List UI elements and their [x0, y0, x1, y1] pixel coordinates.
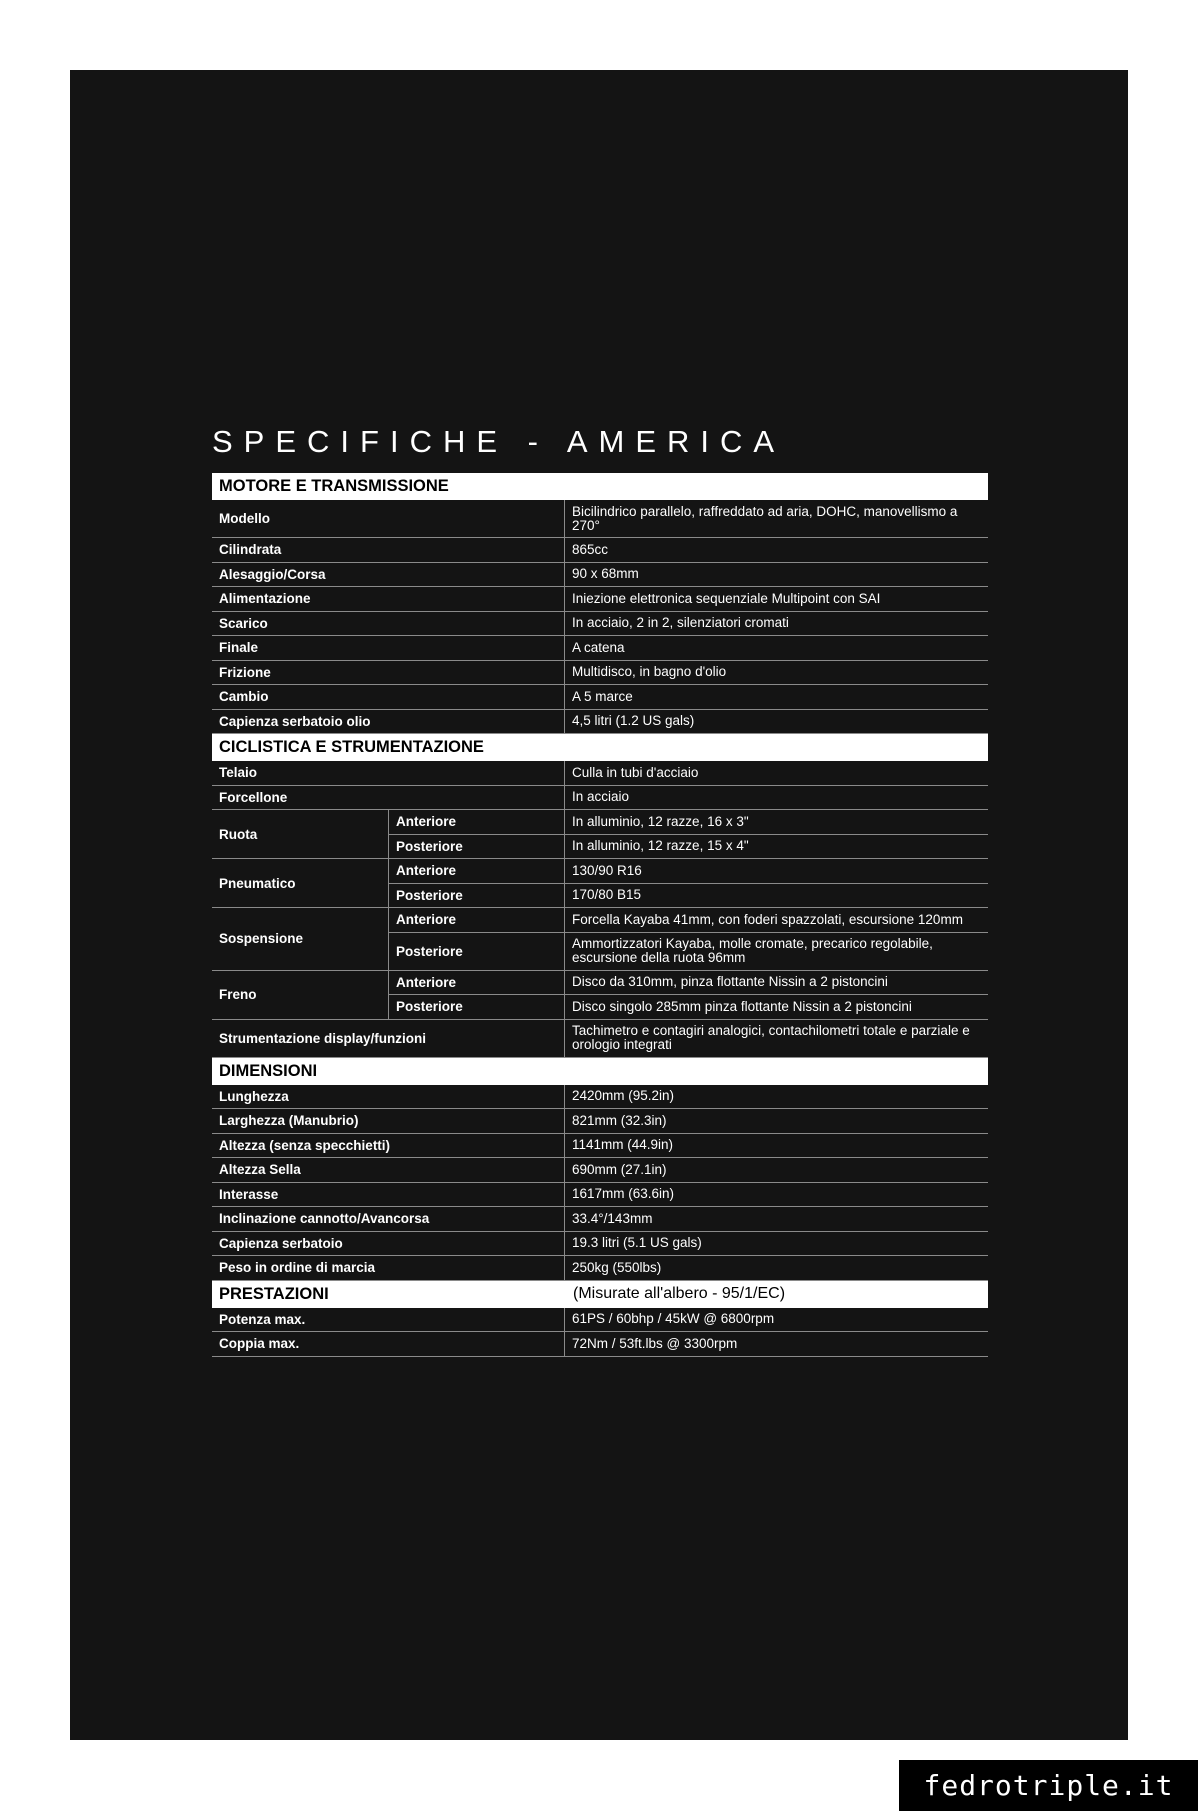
table-subrow — [389, 859, 988, 884]
row-label: Scarico — [212, 612, 565, 636]
table-row — [212, 1256, 988, 1281]
row-value: Bicilindrico parallelo, raffreddato ad aria, DOHC, manovellismo a 270° — [572, 503, 958, 533]
row-value: Forcella Kayaba 41mm, con foderi spazzolati, escursione 120mm — [572, 911, 963, 927]
section-title: DIMENSIONI — [219, 1061, 318, 1080]
row-value: Ammortizzatori Kayaba, molle cromate, precarico regolabile, escursione della ruota 96mm — [572, 936, 933, 965]
row-label: Altezza Sella — [212, 1158, 565, 1182]
row-label: Potenza max. — [212, 1308, 565, 1332]
table-subrow — [389, 810, 988, 835]
section-title: CICLISTICA E STRUMENTAZIONE — [219, 738, 484, 756]
row-value: Iniezione elettronica sequenziale Multipoint con SAI — [572, 590, 881, 606]
row-label: Pneumatico — [212, 859, 389, 908]
row-value: 821mm (32.3in) — [572, 1112, 667, 1128]
subrow-label: Anteriore — [389, 908, 565, 932]
row-label: Finale — [212, 636, 565, 660]
table-row-group-pneumatico — [212, 859, 988, 908]
table-subrow — [389, 835, 988, 860]
watermark: fedrotriple.it — [899, 1760, 1198, 1811]
row-label: Forcellone — [212, 786, 565, 810]
table-row — [212, 1207, 988, 1232]
section-title: MOTORE E TRANSMISSIONE — [219, 477, 449, 495]
subrow-label: Anteriore — [389, 971, 565, 995]
section-header-motore — [212, 473, 988, 500]
table-row — [212, 612, 988, 637]
row-value: A 5 marce — [572, 688, 633, 704]
subrow-label: Posteriore — [389, 995, 565, 1019]
row-value: Multidisco, in bagno d'olio — [572, 664, 727, 680]
table-subrow — [389, 995, 988, 1020]
row-value: 90 x 68mm — [572, 566, 639, 582]
row-label: Altezza (senza specchietti) — [212, 1134, 565, 1158]
table-row — [212, 538, 988, 563]
row-label: Interasse — [212, 1183, 565, 1207]
row-value: A catena — [572, 639, 625, 655]
table-row — [212, 636, 988, 661]
subrow-label: Anteriore — [389, 810, 565, 834]
table-row-group-freno — [212, 971, 988, 1020]
row-value: In alluminio, 12 razze, 16 x 3" — [572, 813, 749, 829]
section-header-dimensioni — [212, 1058, 988, 1085]
row-label: Strumentazione display/funzioni — [212, 1020, 565, 1057]
row-value: In alluminio, 12 razze, 15 x 4" — [572, 838, 749, 854]
row-label: Cilindrata — [212, 538, 565, 562]
table-row — [212, 685, 988, 710]
table-row — [212, 500, 988, 538]
row-value: 170/80 B15 — [572, 887, 642, 903]
row-value: 2420mm (95.2in) — [572, 1088, 675, 1104]
table-subrow — [389, 971, 988, 996]
row-label: Larghezza (Manubrio) — [212, 1109, 565, 1133]
table-row — [212, 761, 988, 786]
row-label: Frizione — [212, 661, 565, 685]
table-subrow — [389, 884, 988, 909]
subrow-label: Posteriore — [389, 835, 565, 859]
subrow-label: Anteriore — [389, 859, 565, 883]
row-value: 19.3 litri (5.1 US gals) — [572, 1235, 702, 1251]
section-header-ciclistica — [212, 734, 988, 761]
row-value: 61PS / 60bhp / 45kW @ 6800rpm — [572, 1311, 775, 1327]
row-label: Sospensione — [212, 908, 389, 971]
row-label: Telaio — [212, 761, 565, 785]
table-row — [212, 1134, 988, 1159]
row-label: Alesaggio/Corsa — [212, 563, 565, 587]
specs-table — [212, 473, 988, 1357]
row-value: Disco singolo 285mm pinza flottante Nissin a 2 pistoncini — [572, 998, 912, 1014]
row-label: Lunghezza — [212, 1085, 565, 1109]
table-row — [212, 563, 988, 588]
row-value: 1617mm (63.6in) — [572, 1186, 675, 1202]
table-row — [212, 1109, 988, 1134]
page-title: SPECIFICHE - AMERICA — [212, 424, 786, 459]
table-row — [212, 710, 988, 735]
row-value: 250kg (550lbs) — [572, 1259, 662, 1275]
row-label: Capienza serbatoio — [212, 1232, 565, 1256]
table-subrow — [389, 908, 988, 933]
table-row — [212, 1085, 988, 1110]
row-value: Tachimetro e contagiri analogici, contachilometri totale e parziale e orologio integrati — [572, 1023, 970, 1052]
row-value: 4,5 litri (1.2 US gals) — [572, 713, 695, 729]
table-row-group-ruota — [212, 810, 988, 859]
row-label: Inclinazione cannotto/Avancorsa — [212, 1207, 565, 1231]
table-row — [212, 661, 988, 686]
table-subrow — [389, 933, 988, 971]
table-row — [212, 1183, 988, 1208]
table-row — [212, 786, 988, 811]
table-row — [212, 1332, 988, 1357]
row-value: Culla in tubi d'acciaio — [572, 764, 699, 780]
table-row-group-sospensione — [212, 908, 988, 971]
row-value: Disco da 310mm, pinza flottante Nissin a 2 pistoncini — [572, 974, 888, 990]
section-note: (Misurate all'albero - 95/1/EC) — [573, 1285, 786, 1302]
row-value: 865cc — [572, 541, 609, 557]
table-row — [212, 1020, 988, 1058]
section-header-prestazioni — [212, 1281, 988, 1308]
row-value: 130/90 R16 — [572, 862, 642, 878]
row-label: Coppia max. — [212, 1332, 565, 1356]
table-row — [212, 1308, 988, 1333]
row-value: 72Nm / 53ft.lbs @ 3300rpm — [572, 1335, 738, 1351]
row-label: Modello — [212, 500, 565, 537]
row-label: Capienza serbatoio olio — [212, 710, 565, 734]
section-title: PRESTAZIONI — [219, 1284, 329, 1303]
row-value: In acciaio — [572, 789, 630, 805]
row-label: Ruota — [212, 810, 389, 859]
row-label: Cambio — [212, 685, 565, 709]
subrow-label: Posteriore — [389, 884, 565, 908]
row-value: 1141mm (44.9in) — [572, 1137, 674, 1153]
table-row — [212, 587, 988, 612]
table-row — [212, 1158, 988, 1183]
row-label: Alimentazione — [212, 587, 565, 611]
subrow-label: Posteriore — [389, 933, 565, 970]
row-label: Freno — [212, 971, 389, 1020]
row-label: Peso in ordine di marcia — [212, 1256, 565, 1280]
row-value: In acciaio, 2 in 2, silenziatori cromati — [572, 615, 789, 631]
row-value: 33.4°/143mm — [572, 1210, 653, 1226]
table-row — [212, 1232, 988, 1257]
row-value: 690mm (27.1in) — [572, 1161, 667, 1177]
